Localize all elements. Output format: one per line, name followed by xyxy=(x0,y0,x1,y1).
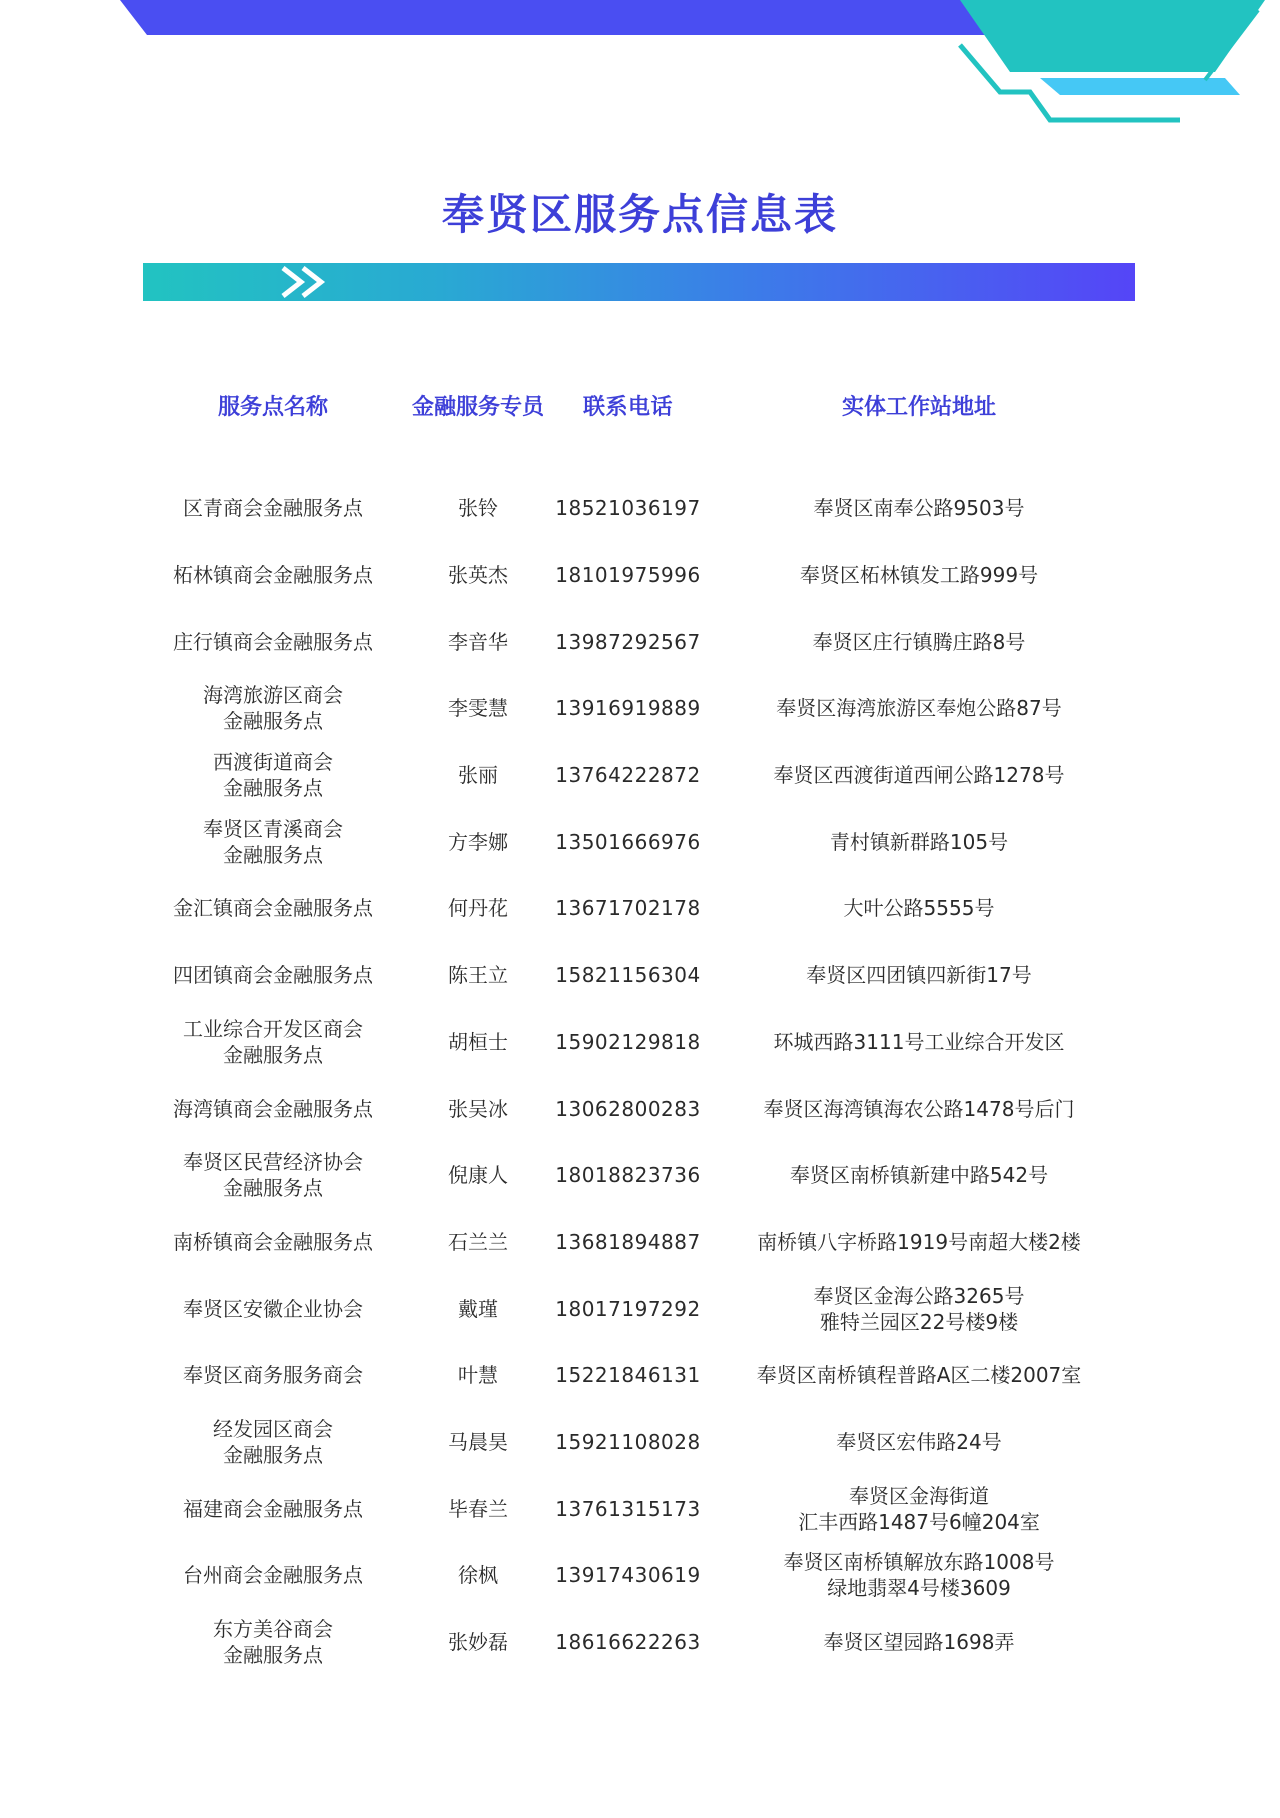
service-point-name xyxy=(143,1616,403,1668)
station-address xyxy=(703,495,1135,521)
specialist-name: 陈王立 xyxy=(448,963,508,988)
header-decoration xyxy=(0,0,1280,140)
service-point-name-line: 奉贤区民营经济协会 xyxy=(183,1150,363,1175)
table-row xyxy=(143,1209,1135,1276)
service-point-name xyxy=(143,895,403,921)
station-address-line: 奉贤区南桥镇解放东路1008号 xyxy=(783,1550,1055,1575)
station-address-line: 奉贤区海湾镇海农公路1478号后门 xyxy=(763,1096,1075,1121)
specialist-name: 倪康人 xyxy=(448,1163,508,1188)
service-point-name xyxy=(143,962,403,988)
service-point-name-line: 庄行镇商会金融服务点 xyxy=(173,629,373,654)
station-address-line: 奉贤区南奉公路9503号 xyxy=(813,496,1025,521)
station-address-line: 雅特兰园区22号楼9楼 xyxy=(819,1309,1019,1334)
phone-number: 13681894887 xyxy=(555,1229,701,1254)
station-address-line: 南桥镇八字桥路1919号南超大楼2楼 xyxy=(757,1229,1081,1254)
table-header xyxy=(143,375,1135,435)
station-address-line: 奉贤区南桥镇程普路A区二楼2007室 xyxy=(756,1363,1082,1388)
station-address-line: 青村镇新群路105号 xyxy=(829,829,1009,854)
service-point-name-line: 金融服务点 xyxy=(223,842,323,867)
station-address-line: 奉贤区金海街道 xyxy=(849,1483,989,1508)
title-underline-bar xyxy=(143,263,1135,301)
table-row xyxy=(143,1009,1135,1076)
service-point-name xyxy=(143,562,403,588)
station-address xyxy=(703,895,1135,921)
service-point-name xyxy=(143,749,403,801)
station-address xyxy=(703,695,1135,721)
table-row xyxy=(143,1542,1135,1609)
header-name: 服务点名称 xyxy=(217,394,328,420)
service-point-name-line: 金融服务点 xyxy=(223,709,323,734)
specialist-name: 李音华 xyxy=(448,629,508,654)
phone-number: 15221846131 xyxy=(555,1363,701,1388)
station-address xyxy=(703,1096,1135,1122)
phone-number: 18018823736 xyxy=(555,1163,701,1188)
sky-banner-shape xyxy=(1040,78,1240,95)
station-address-line: 大叶公路5555号 xyxy=(843,896,995,921)
phone-number: 18017197292 xyxy=(555,1296,701,1321)
service-point-name-line: 金融服务点 xyxy=(223,1643,323,1668)
station-address xyxy=(703,1229,1135,1255)
blue-banner-shape xyxy=(120,0,1000,35)
service-point-name xyxy=(143,682,403,734)
specialist-name: 徐枫 xyxy=(458,1563,498,1588)
service-point-name-line: 福建商会金融服务点 xyxy=(183,1496,363,1521)
page-title: 奉贤区服务点信息表 xyxy=(441,190,838,239)
specialist-name: 戴瑾 xyxy=(458,1296,498,1321)
station-address xyxy=(703,562,1135,588)
service-point-name-line: 奉贤区商务服务商会 xyxy=(183,1363,363,1388)
table-row xyxy=(143,475,1135,542)
service-point-name-line: 海湾旅游区商会 xyxy=(203,683,343,708)
station-address xyxy=(703,1029,1135,1055)
station-address xyxy=(703,1483,1135,1535)
service-point-name-line: 金融服务点 xyxy=(223,776,323,801)
service-point-name xyxy=(143,1149,403,1201)
service-point-name xyxy=(143,816,403,868)
service-point-name-line: 四团镇商会金融服务点 xyxy=(173,963,373,988)
phone-number: 13501666976 xyxy=(555,829,701,854)
specialist-name: 张丽 xyxy=(458,763,498,788)
phone-number: 18101975996 xyxy=(555,563,701,588)
service-point-name-line: 海湾镇商会金融服务点 xyxy=(173,1096,373,1121)
table-row xyxy=(143,1342,1135,1409)
phone-number: 18616622263 xyxy=(555,1630,701,1655)
specialist-name: 张英杰 xyxy=(448,563,508,588)
station-address xyxy=(703,629,1135,655)
table-row xyxy=(143,675,1135,742)
specialist-name: 张妙磊 xyxy=(448,1630,508,1655)
service-point-name-line: 经发园区商会 xyxy=(213,1416,333,1441)
station-address xyxy=(703,1162,1135,1188)
table-row xyxy=(143,1609,1135,1676)
station-address-line: 奉贤区柘林镇发工路999号 xyxy=(799,563,1039,588)
phone-number: 13917430619 xyxy=(555,1563,701,1588)
station-address-line: 奉贤区海湾旅游区奉炮公路87号 xyxy=(776,696,1062,721)
station-address-line: 奉贤区庄行镇腾庄路8号 xyxy=(812,629,1026,654)
service-point-name-line: 金融服务点 xyxy=(223,1442,323,1467)
service-point-table xyxy=(143,375,1135,1668)
service-point-name-line: 金汇镇商会金融服务点 xyxy=(173,896,373,921)
header-phone: 联系电话 xyxy=(582,394,673,420)
service-point-name xyxy=(143,495,403,521)
service-point-name-line: 东方美谷商会 xyxy=(213,1617,333,1642)
station-address xyxy=(703,762,1135,788)
service-point-name xyxy=(143,1229,403,1255)
specialist-name: 张铃 xyxy=(458,496,498,521)
table-row xyxy=(143,875,1135,942)
phone-number: 13987292567 xyxy=(555,629,701,654)
station-address-line: 环城西路3111号工业综合开发区 xyxy=(773,1029,1065,1054)
service-point-name-line: 台州商会金融服务点 xyxy=(183,1563,363,1588)
phone-number: 13671702178 xyxy=(555,896,701,921)
service-point-name-line: 工业综合开发区商会 xyxy=(183,1016,363,1041)
service-point-name-line: 西渡街道商会 xyxy=(213,750,333,775)
double-chevron-icon xyxy=(273,263,373,301)
specialist-name: 何丹花 xyxy=(448,896,508,921)
phone-number: 13764222872 xyxy=(555,763,701,788)
service-point-name xyxy=(143,1296,403,1322)
table-row xyxy=(143,1275,1135,1342)
phone-number: 18521036197 xyxy=(555,496,701,521)
station-address-line: 奉贤区西渡街道西闸公路1278号 xyxy=(773,763,1065,788)
service-point-name-line: 金融服务点 xyxy=(223,1176,323,1201)
station-address xyxy=(703,1549,1135,1601)
table-row xyxy=(143,1142,1135,1209)
phone-number: 13761315173 xyxy=(555,1496,701,1521)
header-address: 实体工作站地址 xyxy=(841,394,996,420)
station-address xyxy=(703,829,1135,855)
service-point-name-line: 区青商会金融服务点 xyxy=(183,496,363,521)
phone-number: 15821156304 xyxy=(555,963,701,988)
station-address-line: 奉贤区望园路1698弄 xyxy=(823,1630,1015,1655)
specialist-name: 石兰兰 xyxy=(448,1229,508,1254)
station-address xyxy=(703,1629,1135,1655)
service-point-name xyxy=(143,1016,403,1068)
table-row xyxy=(143,808,1135,875)
service-point-name-line: 南桥镇商会金融服务点 xyxy=(173,1229,373,1254)
service-point-name xyxy=(143,1416,403,1468)
service-point-name-line: 奉贤区青溪商会 xyxy=(203,816,343,841)
table-row xyxy=(143,1475,1135,1542)
service-point-name-line: 奉贤区安徽企业协会 xyxy=(183,1296,363,1321)
table-row xyxy=(143,608,1135,675)
service-point-name xyxy=(143,1362,403,1388)
specialist-name: 胡桓士 xyxy=(448,1029,508,1054)
phone-number: 13062800283 xyxy=(555,1096,701,1121)
station-address-line: 奉贤区南桥镇新建中路542号 xyxy=(789,1163,1049,1188)
station-address-line: 绿地翡翠4号楼3609 xyxy=(827,1576,1011,1601)
station-address-line: 奉贤区宏伟路24号 xyxy=(836,1429,1002,1454)
station-address xyxy=(703,1283,1135,1335)
table-row xyxy=(143,1409,1135,1476)
specialist-name: 毕春兰 xyxy=(448,1496,508,1521)
specialist-name: 张吴冰 xyxy=(448,1096,508,1121)
service-point-name xyxy=(143,1562,403,1588)
table-row xyxy=(143,742,1135,809)
service-point-name xyxy=(143,1496,403,1522)
specialist-name: 叶慧 xyxy=(458,1363,498,1388)
station-address-line: 奉贤区四团镇四新街17号 xyxy=(806,963,1032,988)
specialist-name: 方李娜 xyxy=(448,829,508,854)
specialist-name: 马晨昊 xyxy=(448,1429,508,1454)
station-address xyxy=(703,1429,1135,1455)
station-address xyxy=(703,962,1135,988)
table-row xyxy=(143,542,1135,609)
specialist-name: 李雯慧 xyxy=(448,696,508,721)
station-address-line: 奉贤区金海公路3265号 xyxy=(813,1283,1025,1308)
phone-number: 15902129818 xyxy=(555,1029,701,1054)
service-point-name xyxy=(143,1096,403,1122)
service-point-name-line: 柘林镇商会金融服务点 xyxy=(173,563,373,588)
phone-number: 13916919889 xyxy=(555,696,701,721)
service-point-name xyxy=(143,629,403,655)
service-point-name-line: 金融服务点 xyxy=(223,1042,323,1067)
station-address-line: 汇丰西路1487号6幢204室 xyxy=(798,1509,1040,1534)
table-body xyxy=(143,475,1135,1675)
header-specialist: 金融服务专员 xyxy=(411,394,544,420)
table-row xyxy=(143,1075,1135,1142)
table-row xyxy=(143,942,1135,1009)
station-address xyxy=(703,1362,1135,1388)
phone-number: 15921108028 xyxy=(555,1429,701,1454)
